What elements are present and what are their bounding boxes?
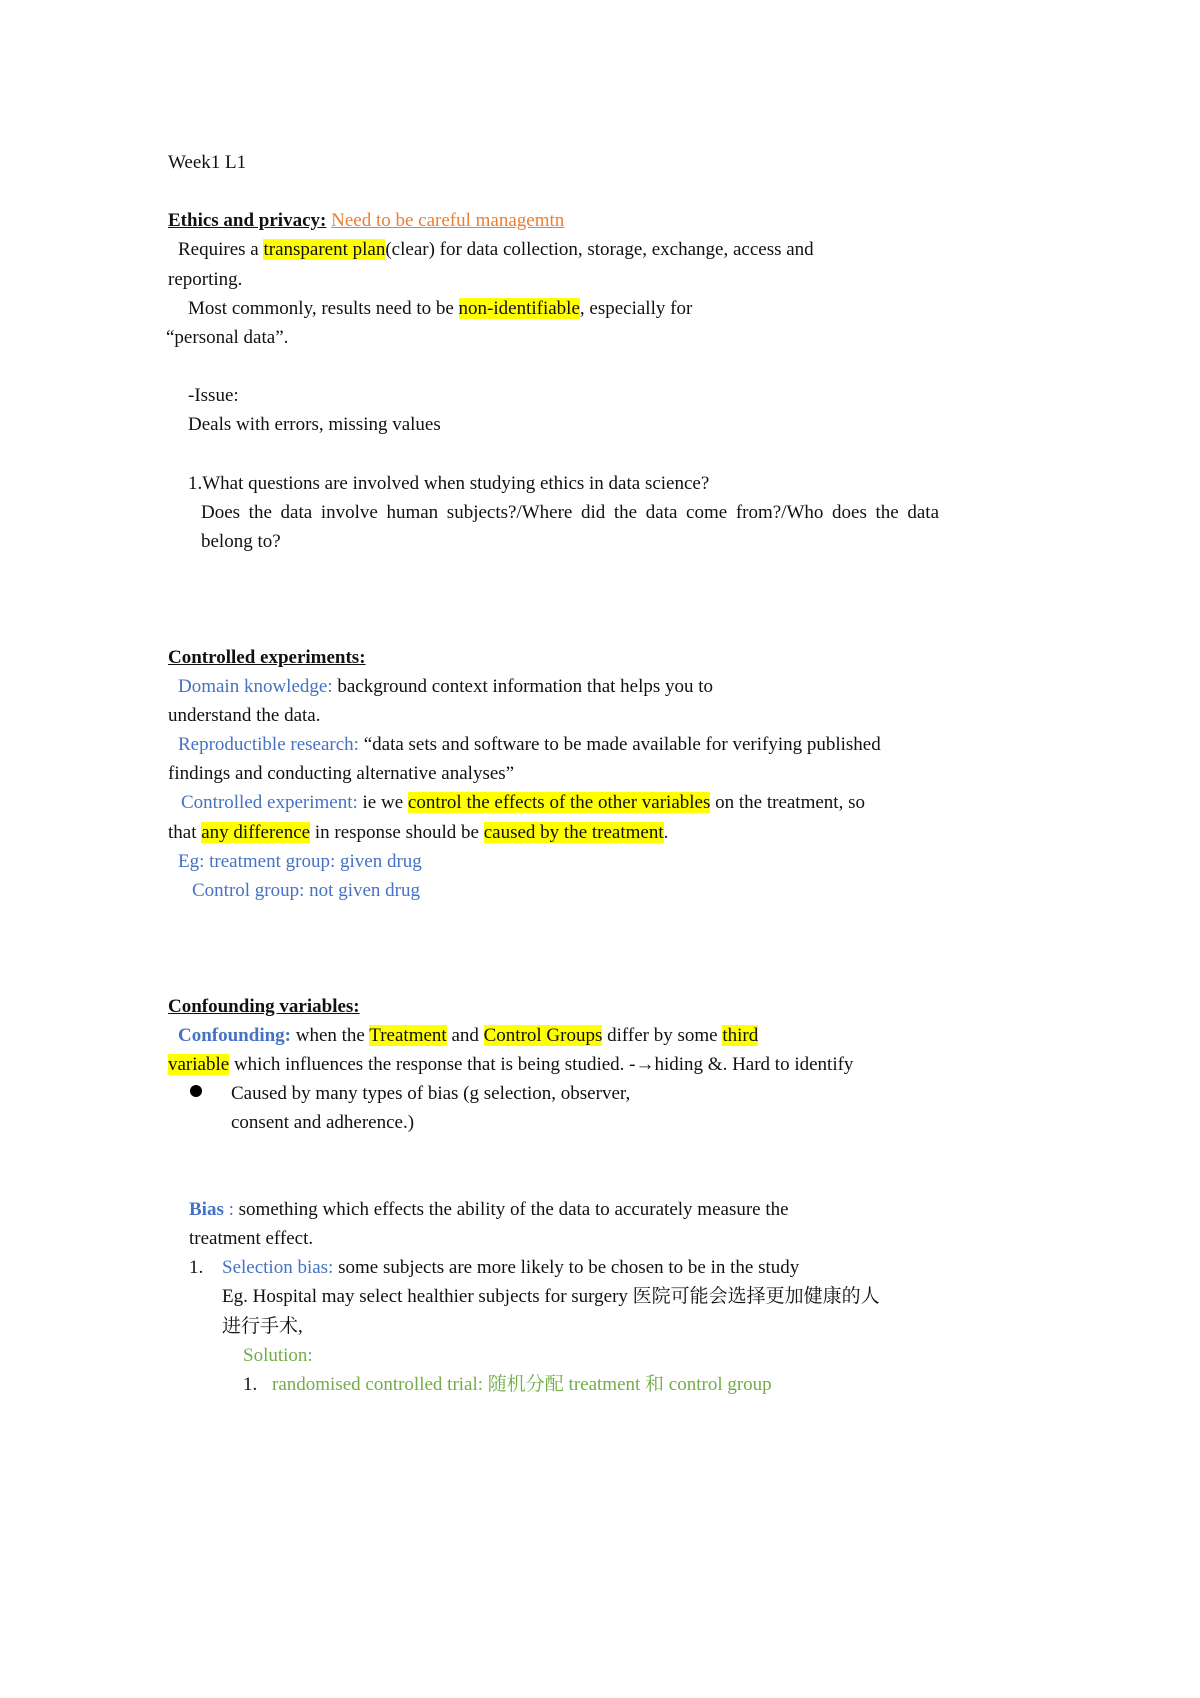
confounding-line-1 [178, 1023, 758, 1049]
highlight-transparent-plan: transparent plan [263, 239, 386, 260]
text-run: that [168, 822, 202, 843]
list-number-2: 1. [243, 1374, 258, 1395]
text-run: something which effects the ability of the data to accurately measure the [238, 1199, 789, 1220]
selection-bias-label: Selection bias: [222, 1257, 334, 1278]
ethics-line-2: reporting. [168, 269, 243, 290]
text-run: in response should be [310, 822, 484, 843]
example-control-group: Control group: not given drug [192, 880, 420, 901]
text-run: “data sets and software to be made available for verifying published [358, 734, 881, 755]
text-run: (clear) for data collection, storage, exchange, access and [385, 239, 814, 260]
text-run: hiding &. Hard to identify [654, 1054, 854, 1075]
question-1: 1.What questions are involved when studying ethics in data science? [188, 473, 710, 494]
arrow-icon: → [635, 1054, 655, 1075]
ethics-line-3 [188, 296, 692, 322]
issue-detail: Deals with errors, missing values [188, 414, 441, 435]
text-run: background context information that helps you to [332, 676, 714, 697]
controlled-experiment-line [181, 790, 865, 816]
page-title: Week1 L1 [168, 152, 247, 173]
text-run: ie we [357, 792, 408, 813]
bias-separator: : [223, 1199, 239, 1220]
highlight-third: third [722, 1025, 759, 1046]
reproducible-research-line [178, 732, 881, 758]
ethics-line-1 [178, 237, 814, 263]
text-run: which influences the response that is being studied. - [229, 1054, 636, 1075]
highlight-non-identifiable: non-identifiable [458, 298, 580, 319]
text-run: Most commonly, results need to be [188, 298, 459, 319]
text-run: Requires a [178, 239, 264, 260]
text-run: on the treatment, so [710, 792, 865, 813]
confounding-heading: Confounding variables: [168, 996, 360, 1017]
ethics-subtitle: Need to be careful managemtn [331, 210, 565, 231]
text-run: differ by some [602, 1025, 723, 1046]
highlight-any-difference: any difference [201, 822, 311, 843]
list-number-1: 1. [189, 1257, 204, 1278]
bullet-item-bias-types-cont: consent and adherence.) [231, 1112, 415, 1133]
ethics-heading: Ethics and privacy: [168, 210, 327, 231]
issue-label: -Issue: [188, 385, 239, 406]
controlled-heading: Controlled experiments: [168, 647, 366, 668]
highlight-caused-by-treatment: caused by the treatment [483, 822, 664, 843]
text-run: and [446, 1025, 484, 1046]
highlight-control-effects: control the effects of the other variables [407, 792, 711, 813]
highlight-control-groups: Control Groups [483, 1025, 603, 1046]
bullet-icon [190, 1085, 202, 1097]
randomised-controlled-trial: randomised controlled trial: 随机分配 treatment 和 control group [272, 1374, 772, 1395]
ethics-section-line [168, 208, 564, 234]
domain-knowledge-cont: understand the data. [168, 705, 321, 726]
bias-line-1 [189, 1197, 789, 1223]
confounding-line-2 [168, 1052, 853, 1078]
text-run: , especially for [579, 298, 693, 319]
controlled-experiment-cont [168, 820, 668, 846]
bullet-item-bias-types: Caused by many types of bias (g selection, observer, [231, 1083, 631, 1104]
domain-knowledge-label: Domain knowledge: [178, 676, 333, 697]
bias-label: Bias [189, 1199, 224, 1220]
text-run: when the [291, 1025, 370, 1046]
text-run: . [663, 822, 669, 843]
confounding-label: Confounding: [178, 1025, 291, 1046]
bias-line-2: treatment effect. [189, 1228, 314, 1249]
selection-bias-example: Eg. Hospital may select healthier subjects for surgery 医院可能会选择更加健康的人 [222, 1286, 880, 1307]
reproducible-research-label: Reproductible research: [178, 734, 359, 755]
highlight-treatment: Treatment [369, 1025, 447, 1046]
example-treatment-group: Eg: treatment group: given drug [178, 851, 422, 872]
solution-label: Solution: [243, 1345, 313, 1366]
domain-knowledge-line [178, 674, 713, 700]
highlight-variable: variable [168, 1054, 230, 1075]
ethics-line-4: “personal data”. [166, 327, 289, 348]
question-1-answer-cont: belong to? [201, 531, 281, 552]
selection-bias-example-cont: 进行手术, [222, 1316, 303, 1337]
controlled-experiment-label: Controlled experiment: [181, 792, 358, 813]
reproducible-research-cont: findings and conducting alternative analyses” [168, 763, 515, 784]
question-1-answer: Does the data involve human subjects?/Where did the data come from?/Who does the data [201, 502, 939, 523]
selection-bias-line [222, 1255, 799, 1281]
text-run: some subjects are more likely to be chosen to be in the study [333, 1257, 800, 1278]
